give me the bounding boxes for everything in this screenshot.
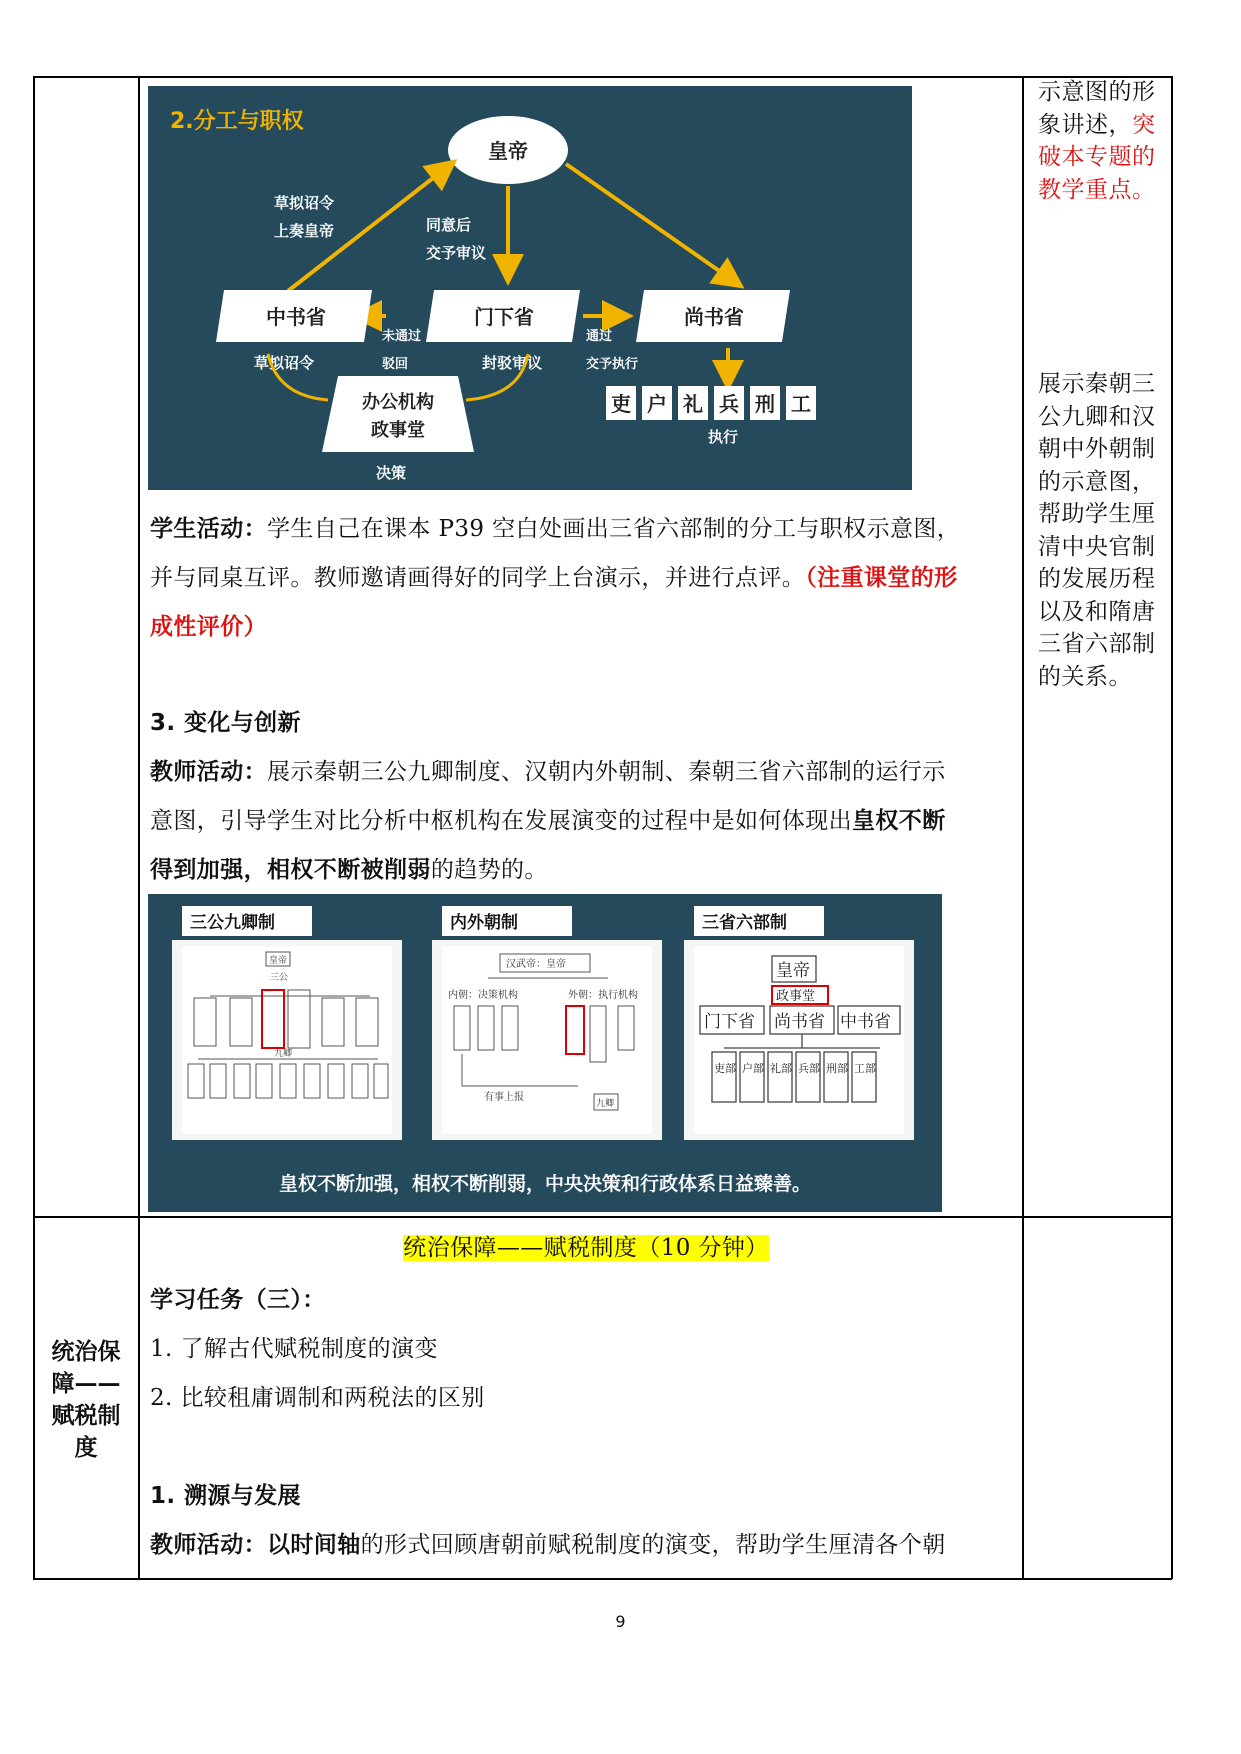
svg-text:上奏皇帝: 上奏皇帝 xyxy=(274,222,335,240)
student-activity: 学生活动：学生自己在课本 P39 空白处画出三省六部制的分工与职权示意图， 并与同桌互评。教师邀请画得好的同学上台演示，并进行点评。（注重课堂的形 成性评价） xyxy=(150,516,961,640)
row2-heading: 统治保障——赋税制度（10 分钟） xyxy=(403,1235,769,1261)
panel-sansheng-diagram xyxy=(694,946,904,1134)
page-number: 9 xyxy=(615,1612,626,1631)
svg-text:政事堂: 政事堂 xyxy=(776,989,816,1004)
svg-text:未通过: 未通过 xyxy=(382,329,422,344)
fig1-title: 2.分工与职权 xyxy=(170,109,304,134)
panel-title-sansheng: 三省六部制 xyxy=(702,913,787,933)
svg-text:草拟诏令: 草拟诏令 xyxy=(254,354,315,372)
side-note-top: 示意图的形 象讲述，突 破本专题的 教学重点。 xyxy=(1038,79,1156,203)
svg-text:礼: 礼 xyxy=(683,392,703,416)
svg-text:刑部: 刑部 xyxy=(826,1062,848,1075)
svg-text:尚书省: 尚书省 xyxy=(774,1012,825,1032)
emperor-label: 皇帝 xyxy=(488,139,528,163)
svg-text:通过: 通过 xyxy=(586,329,613,344)
svg-text:户部: 户部 xyxy=(742,1062,764,1075)
svg-text:工: 工 xyxy=(791,392,811,416)
svg-text:决策: 决策 xyxy=(376,464,407,482)
side-note-middle: 展示秦朝三 公九卿和汉 朝中外朝制 的示意图， 帮助学生厘 清中央官制 的发展历程 以及和隋唐 三省六部制 的关系。 xyxy=(1038,371,1156,690)
table-bottom-border xyxy=(33,1578,1172,1580)
svg-text:封驳审议: 封驳审议 xyxy=(482,354,543,372)
panel-title-sangong: 三公九卿制 xyxy=(190,913,275,933)
svg-text:皇帝: 皇帝 xyxy=(269,956,288,966)
zhongshu-label: 中书省 xyxy=(266,305,326,329)
row2-content: 学习任务（三）： 1. 了解古代赋税制度的演变 2. 比较租庸调制和两税法的区别 1. 溯源与发展 教师活动：以时间轴的形式回顾唐朝前赋税制度的演变，帮助学生厘清各个朝 xyxy=(150,1287,946,1558)
section3-block: 3. 变化与创新 教师活动：展示秦朝三公九卿制度、汉朝内外朝制、秦朝三省六部制的运行示 意图，引导学生对比分析中枢机构在发展演变的过程中是如何体现出皇权不断 得到加强，相权不断被削弱的趋势的。 xyxy=(150,710,946,883)
division-of-powers-diagram xyxy=(148,86,912,490)
svg-text:户: 户 xyxy=(647,392,667,416)
svg-text:礼部: 礼部 xyxy=(770,1062,792,1075)
table-top-border xyxy=(33,76,1172,78)
table-left-border xyxy=(33,76,35,1579)
svg-text:有事上报: 有事上报 xyxy=(484,1092,524,1103)
svg-text:同意后: 同意后 xyxy=(426,216,472,234)
svg-text:刑: 刑 xyxy=(755,392,775,416)
col-divider-1 xyxy=(138,76,140,1579)
panel-title-neiwai: 内外朝制 xyxy=(450,913,518,933)
comparison-caption: 皇权不断加强，相权不断削弱，中央决策和行政体系日益臻善。 xyxy=(278,1173,812,1195)
svg-text:外朝：执行机构: 外朝：执行机构 xyxy=(568,990,638,1001)
svg-text:草拟诏令: 草拟诏令 xyxy=(274,194,335,212)
svg-text:中书省: 中书省 xyxy=(840,1012,891,1032)
col-divider-2 xyxy=(1022,76,1024,1579)
svg-text:九卿: 九卿 xyxy=(274,1049,293,1059)
panel-neiwai-diagram xyxy=(442,946,652,1134)
svg-text:办公机构: 办公机构 xyxy=(362,392,434,413)
svg-text:执行: 执行 xyxy=(708,428,739,446)
shangshu-label: 尚书省 xyxy=(684,305,744,329)
svg-text:内朝：决策机构: 内朝：决策机构 xyxy=(448,990,518,1001)
svg-text:政事堂: 政事堂 xyxy=(371,420,425,441)
svg-text:驳回: 驳回 xyxy=(382,357,409,372)
svg-text:三公: 三公 xyxy=(270,973,289,983)
row2-left-label: 统治保 障—— 赋税制 度 xyxy=(51,1339,121,1461)
menxia-label: 门下省 xyxy=(474,305,534,329)
svg-text:吏部: 吏部 xyxy=(714,1062,736,1075)
svg-text:门下省: 门下省 xyxy=(704,1012,755,1032)
svg-text:吏: 吏 xyxy=(611,392,631,416)
svg-text:交予执行: 交予执行 xyxy=(586,357,639,372)
svg-text:汉武帝：皇帝: 汉武帝：皇帝 xyxy=(506,959,566,970)
svg-text:九卿: 九卿 xyxy=(596,1099,615,1109)
svg-text:兵部: 兵部 xyxy=(798,1062,820,1075)
panel-sangong-diagram xyxy=(182,946,392,1134)
table-right-border xyxy=(1171,76,1173,1579)
svg-text:皇帝: 皇帝 xyxy=(776,961,810,981)
svg-text:兵: 兵 xyxy=(719,392,739,416)
svg-text:交予审议: 交予审议 xyxy=(426,244,487,262)
row-divider xyxy=(33,1216,1172,1218)
svg-text:工部: 工部 xyxy=(854,1062,876,1075)
systems-comparison-figure xyxy=(148,894,942,1212)
